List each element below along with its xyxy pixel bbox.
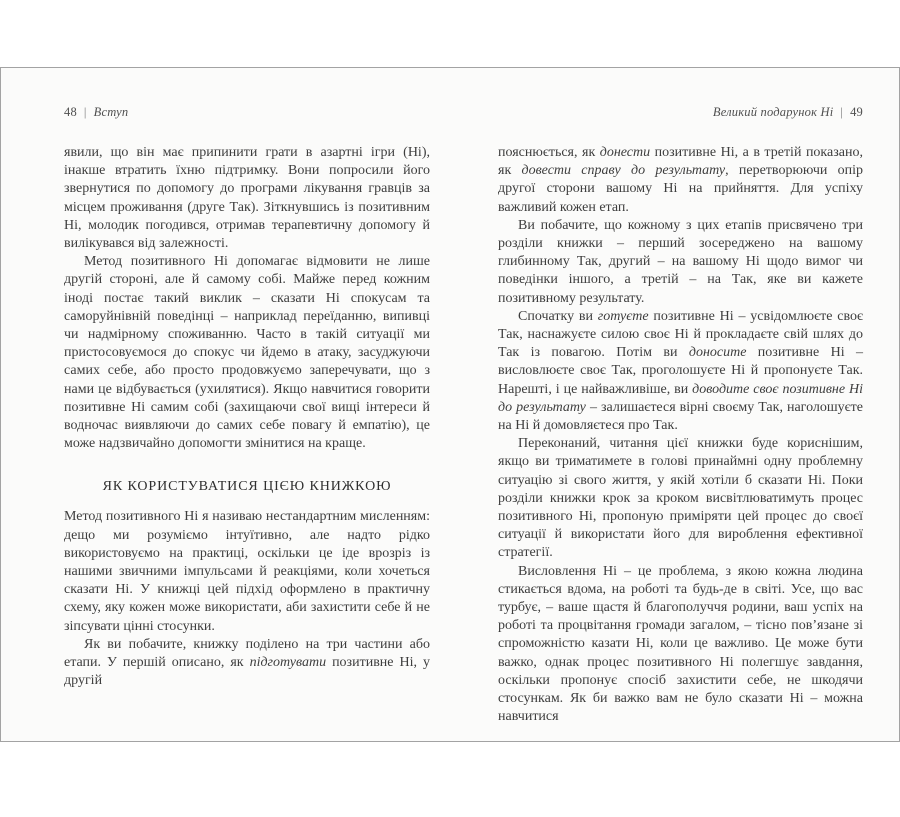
left-page-text <box>64 144 430 690</box>
paragraph: Як ви побачите, книжку поділено на три частини або етапи. У першій описано, як підготувати позитивне Ні, у другій <box>64 636 430 689</box>
paragraph: Спочатку ви готуєте позитивне Ні – усвідомлюєте своє Так, наснажуєте силою своє Ні й прокладаєте свій шлях до Так із повагою. Потім ви доносите позитивне Ні – висловлюєте своє Так, проголошуєте Ні й пропонуєте Так. Нарешті, і це найважливіше, ви доводите своє позитивне Ні до результату – залишаєтеся вірні своєму Так, наголошуєте на Ні й домовляєтеся про Так. <box>498 308 863 434</box>
header-divider-left: | <box>83 105 87 119</box>
running-header-right <box>498 105 863 120</box>
page-number-left: 48 <box>64 105 77 119</box>
book-spread-photo <box>0 67 900 742</box>
paragraph: пояснюється, як донести позитивне Ні, а в третій показано, як довести справу до результату, перетворюючи опір другої сторони вашому Ні на прийняття. Для успіху важливий кожен етап. <box>498 145 863 215</box>
left-page <box>64 68 430 741</box>
section-title-left: Вступ <box>93 105 129 119</box>
paragraph: явили, що він має припинити грати в азартні ігри (Ні), інакше втратить їхню підтримку. Вони попросили його звернутися по допомогу до програми лікування гравців за місцем проживання (друге Так). Зіткнувшись із позитивним Ні, молодик погодився, отримав терапевтичну допомогу й вилікувався від залежності. <box>64 145 430 252</box>
chapter-heading: ЯК КОРИСТУВАТИСЯ ЦІЄЮ КНИЖКОЮ <box>102 479 392 495</box>
right-page-text <box>498 144 863 727</box>
right-page <box>498 68 863 741</box>
paragraph: Метод позитивного Ні допомагає відмовити не лише другій стороні, але й самому собі. Майже перед кожним іноді постає такий виклик – сказати Ні спокусам та саморуйнівній поведінці – наприклад переїданню, випивці чи надмірному споживанню. Часто в такій ситуації ми пристосовуємося до спокус чи йдемо в атаку, засуджуючи самих себе, або просто продовжуємо заперечувати, що з нами це відбувається (ухилятися). Якщо навчитися говорити позитивне Ні самим собі (захищаючи свої вищі інтереси й водночас виявляючи до самих себе повагу й емпатію), це може надзвичайно допомогти змінитися на краще. <box>64 254 430 452</box>
header-divider-right: | <box>840 105 844 119</box>
section-title-right: Великий подарунок Ні <box>712 105 834 119</box>
paragraph: Ви побачите, що кожному з цих етапів присвячено три розділи книжки – перший зосереджено на вашому глибинному Так, другий – на вашому Ні щодо вимог чи поведінки іншого, а третій – на Так, яке ви кажете позитивному результату. <box>498 217 863 306</box>
paragraph: Переконаний, читання цієї книжки буде кориснішим, якщо ви триматимете в голові принаймні одну проблемну ситуацію зі свого життя, у якій хотіли б сказати Ні. Поки розділи книжки крок за кроком висвітлюватимуть процес позитивного Ні, пропоную приміряти цей процес до своєї ситуації й використати його для вироблення ефективної стратегії. <box>498 436 863 561</box>
running-header-left <box>64 105 430 120</box>
paragraph: Метод позитивного Ні я називаю нестандартним мисленням: дещо ми розуміємо інтуїтивно, але надто рідко використовуємо на практиці, оскільки це іде врозріз із нашими звичними імпульсами й реакціями, коли хочеться сказати Ні. У книжці цей підхід оформлено в практичну схему, яку кожен може використати, аби захистити себе й не зіпсувати цінні стосунки. <box>64 509 430 634</box>
page-number-right: 49 <box>850 105 863 119</box>
paragraph: Висловлення Ні – це проблема, з якою кожна людина стикається вдома, на роботі та будь-де в світі. Усе, що вас турбує, – ваше щастя й благополуччя родини, ваш успіх на роботі та процвітання громади загалом, – тісно пов’язане зі спроможністю казати Ні, коли це важливо. Це може бути важко, однак процес позитивного Ні полегшує завдання, оскільки пропонує спосіб захистити себе, не шкодячи стосункам. Як би важко вам не було сказати Ні – можна навчитися <box>498 563 863 725</box>
